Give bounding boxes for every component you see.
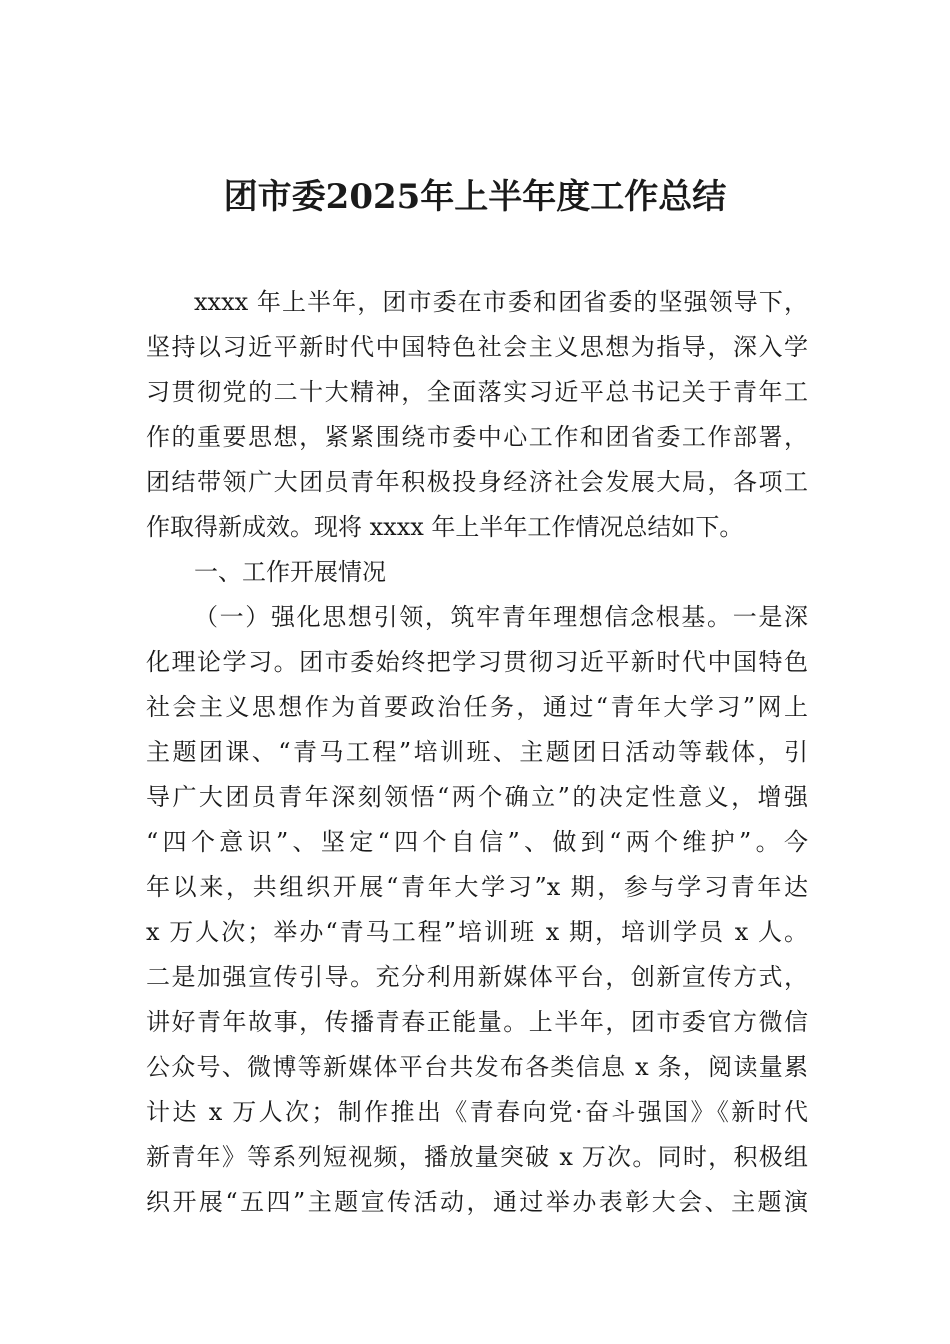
- intro-line: 作取得新成效。现将 xxxx 年上半年工作情况总结如下。: [146, 513, 744, 541]
- section-line: x 万人次；举办“青马工程”培训班 x 期，培训学员 x 人。: [146, 918, 808, 946]
- section-line: 导广大团员青年深刻领悟“两个确立”的决定性意义，增强: [146, 783, 808, 811]
- section-line: 新青年》等系列短视频，播放量突破 x 万次。同时，积极组: [146, 1143, 808, 1171]
- intro-line: xxxx 年上半年，团市委在市委和团省委的坚强领导下，: [194, 288, 808, 316]
- section-line: 年以来，共组织开展“青年大学习”x 期，参与学习青年达: [146, 873, 808, 901]
- intro-line: 习贯彻党的二十大精神，全面落实习近平总书记关于青年工: [146, 378, 808, 406]
- intro-line: 坚持以习近平新时代中国特色社会主义思想为指导，深入学: [146, 333, 808, 361]
- section-line: “四个意识”、坚定“四个自信”、做到“两个维护”。今: [146, 828, 808, 856]
- document-title: 团市委2025年上半年度工作总结: [223, 177, 727, 217]
- section-line: 二是加强宣传引导。充分利用新媒体平台，创新宣传方式，: [146, 963, 808, 991]
- section-line: 计达 x 万人次；制作推出《青春向党·奋斗强国》《新时代: [146, 1098, 808, 1126]
- section-line: 讲好青年故事，传播青春正能量。上半年，团市委官方微信: [146, 1008, 808, 1036]
- section-line: 主题团课、“青马工程”培训班、主题团日活动等载体，引: [146, 738, 808, 766]
- section-line: 公众号、微博等新媒体平台共发布各类信息 x 条，阅读量累: [146, 1053, 808, 1081]
- section-line: 织开展“五四”主题宣传活动，通过举办表彰大会、主题演: [146, 1188, 808, 1216]
- document-body: [146, 280, 808, 1225]
- intro-line: 作的重要思想，紧紧围绕市委中心工作和团省委工作部署，: [146, 423, 808, 451]
- section-line: 化理论学习。团市委始终把学习贯彻习近平新时代中国特色: [146, 648, 808, 676]
- section-line: 社会主义思想作为首要政治任务，通过“青年大学习”网上: [146, 693, 808, 721]
- section-line: （一）强化思想引领，筑牢青年理想信念根基。一是深: [194, 603, 808, 631]
- intro-line: 团结带领广大团员青年积极投身经济社会发展大局，各项工: [146, 468, 808, 496]
- section-heading: 一、工作开展情况: [194, 558, 386, 586]
